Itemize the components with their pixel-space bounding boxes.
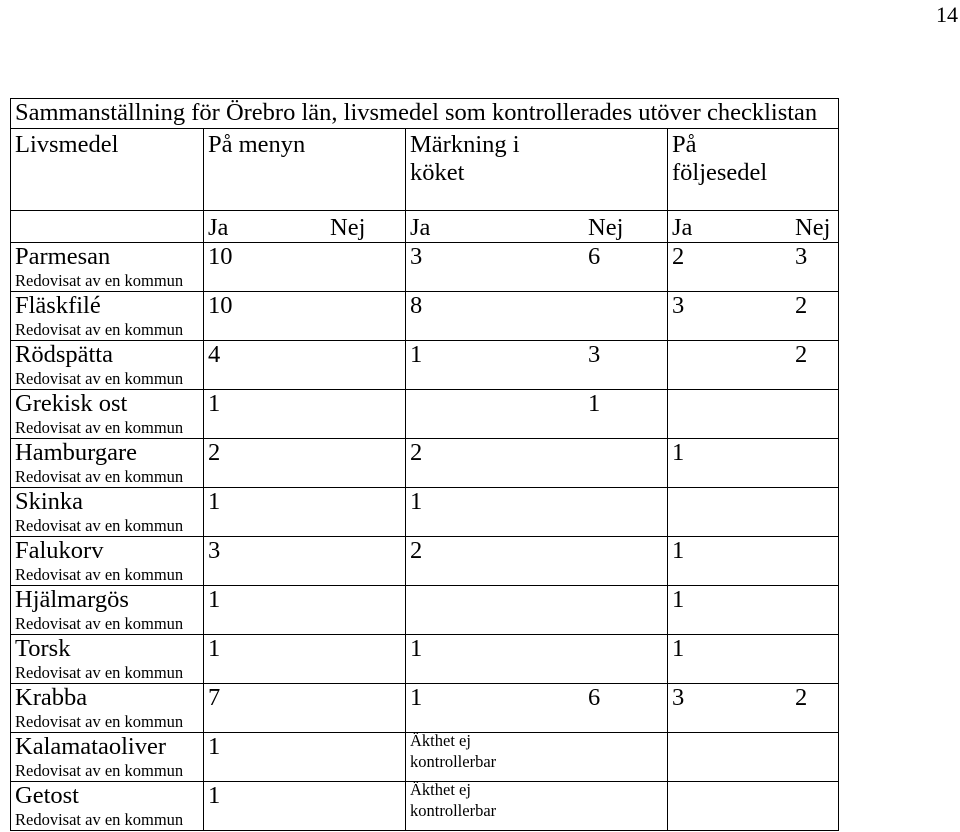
- cell-foljesedel-nej: 2: [795, 292, 808, 319]
- food-name: Parmesan: [15, 243, 111, 270]
- food-name: Krabba: [15, 684, 88, 711]
- cell-meny-ja: 2: [208, 439, 221, 466]
- cell-meny-ja: 1: [208, 635, 221, 662]
- food-name: Getost: [15, 782, 79, 809]
- food-name: Torsk: [15, 635, 71, 662]
- cell-foljesedel-ja: 3: [672, 292, 685, 319]
- food-name: Hamburgare: [15, 439, 137, 466]
- cell-markning-nej: 6: [588, 684, 601, 711]
- cell-foljesedel-ja: 1: [672, 635, 685, 662]
- food-note: Redovisat av en kommun: [15, 467, 184, 486]
- authenticity-remark: Äkthet ej kontrollerbar: [410, 780, 497, 820]
- header-pa-menyn: På menyn: [208, 131, 306, 158]
- food-note: Redovisat av en kommun: [15, 418, 184, 437]
- table-row: [10, 291, 839, 340]
- header-divider: [10, 210, 839, 211]
- cell-markning-nej: 3: [588, 341, 601, 368]
- cell-markning-ja: 2: [410, 537, 423, 564]
- food-name: Hjälmargös: [15, 586, 129, 613]
- cell-foljesedel-ja: 1: [672, 439, 685, 466]
- cell-meny-ja: 3: [208, 537, 221, 564]
- food-note: Redovisat av en kommun: [15, 565, 184, 584]
- food-note: Redovisat av en kommun: [15, 663, 184, 682]
- subheader-meny-nej: Nej: [330, 214, 366, 241]
- food-note: Redovisat av en kommun: [15, 761, 184, 780]
- food-note: Redovisat av en kommun: [15, 810, 184, 829]
- cell-foljesedel-ja: 1: [672, 537, 685, 564]
- food-note: Redovisat av en kommun: [15, 712, 184, 731]
- food-note: Redovisat av en kommun: [15, 516, 184, 535]
- subheader-foljesedel-nej: Nej: [795, 214, 831, 241]
- cell-markning-ja: 1: [410, 635, 423, 662]
- table-row: [10, 340, 839, 389]
- page-number: 14: [936, 2, 958, 27]
- table-row: [10, 781, 839, 830]
- table-title: Sammanställning för Örebro län, livsmedel som kontrollerades utöver checklistan: [15, 99, 818, 126]
- cell-markning-nej: 1: [588, 390, 601, 417]
- cell-meny-ja: 7: [208, 684, 221, 711]
- cell-markning-ja: 3: [410, 243, 423, 270]
- food-name: Skinka: [15, 488, 84, 515]
- table-row: [10, 634, 839, 683]
- table-row: [10, 487, 839, 536]
- food-name: Fläskfilé: [15, 292, 101, 319]
- cell-markning-ja: 8: [410, 292, 423, 319]
- cell-foljesedel-ja: 1: [672, 586, 685, 613]
- table-row: [10, 683, 839, 732]
- cell-foljesedel-nej: 2: [795, 341, 808, 368]
- cell-meny-ja: 4: [208, 341, 221, 368]
- cell-foljesedel-ja: 2: [672, 243, 685, 270]
- title-divider: [10, 128, 839, 129]
- subheader-foljesedel-ja: Ja: [672, 214, 693, 241]
- food-name: Falukorv: [15, 537, 104, 564]
- cell-foljesedel-ja: 3: [672, 684, 685, 711]
- cell-markning-ja: 2: [410, 439, 423, 466]
- cell-meny-ja: 1: [208, 733, 221, 760]
- header-markning-i-koket: Märkning i köket: [410, 131, 520, 186]
- subheader-meny-ja: Ja: [208, 214, 229, 241]
- authenticity-remark: Äkthet ej kontrollerbar: [410, 731, 497, 771]
- cell-meny-ja: 1: [208, 488, 221, 515]
- table-row: [10, 585, 839, 634]
- food-name: Grekisk ost: [15, 390, 128, 417]
- food-note: Redovisat av en kommun: [15, 369, 184, 388]
- table-row: [10, 732, 839, 781]
- table-row: [10, 438, 839, 487]
- food-note: Redovisat av en kommun: [15, 320, 184, 339]
- table-row: [10, 242, 839, 291]
- table-row: [10, 389, 839, 438]
- food-note: Redovisat av en kommun: [15, 614, 184, 633]
- cell-foljesedel-nej: 2: [795, 684, 808, 711]
- cell-markning-ja: 1: [410, 684, 423, 711]
- cell-meny-ja: 1: [208, 390, 221, 417]
- cell-markning-nej: 6: [588, 243, 601, 270]
- cell-meny-ja: 10: [208, 292, 233, 319]
- cell-foljesedel-nej: 3: [795, 243, 808, 270]
- food-note: Redovisat av en kommun: [15, 271, 184, 290]
- table-row: [10, 536, 839, 585]
- cell-markning-ja: 1: [410, 341, 423, 368]
- cell-meny-ja: 1: [208, 586, 221, 613]
- header-livsmedel: Livsmedel: [15, 131, 119, 158]
- subheader-markning-ja: Ja: [410, 214, 431, 241]
- subheader-markning-nej: Nej: [588, 214, 624, 241]
- header-pa-foljesedel: På följesedel: [672, 131, 768, 186]
- cell-meny-ja: 10: [208, 243, 233, 270]
- cell-markning-ja: 1: [410, 488, 423, 515]
- cell-meny-ja: 1: [208, 782, 221, 809]
- food-name: Kalamataoliver: [15, 733, 167, 760]
- food-name: Rödspätta: [15, 341, 113, 368]
